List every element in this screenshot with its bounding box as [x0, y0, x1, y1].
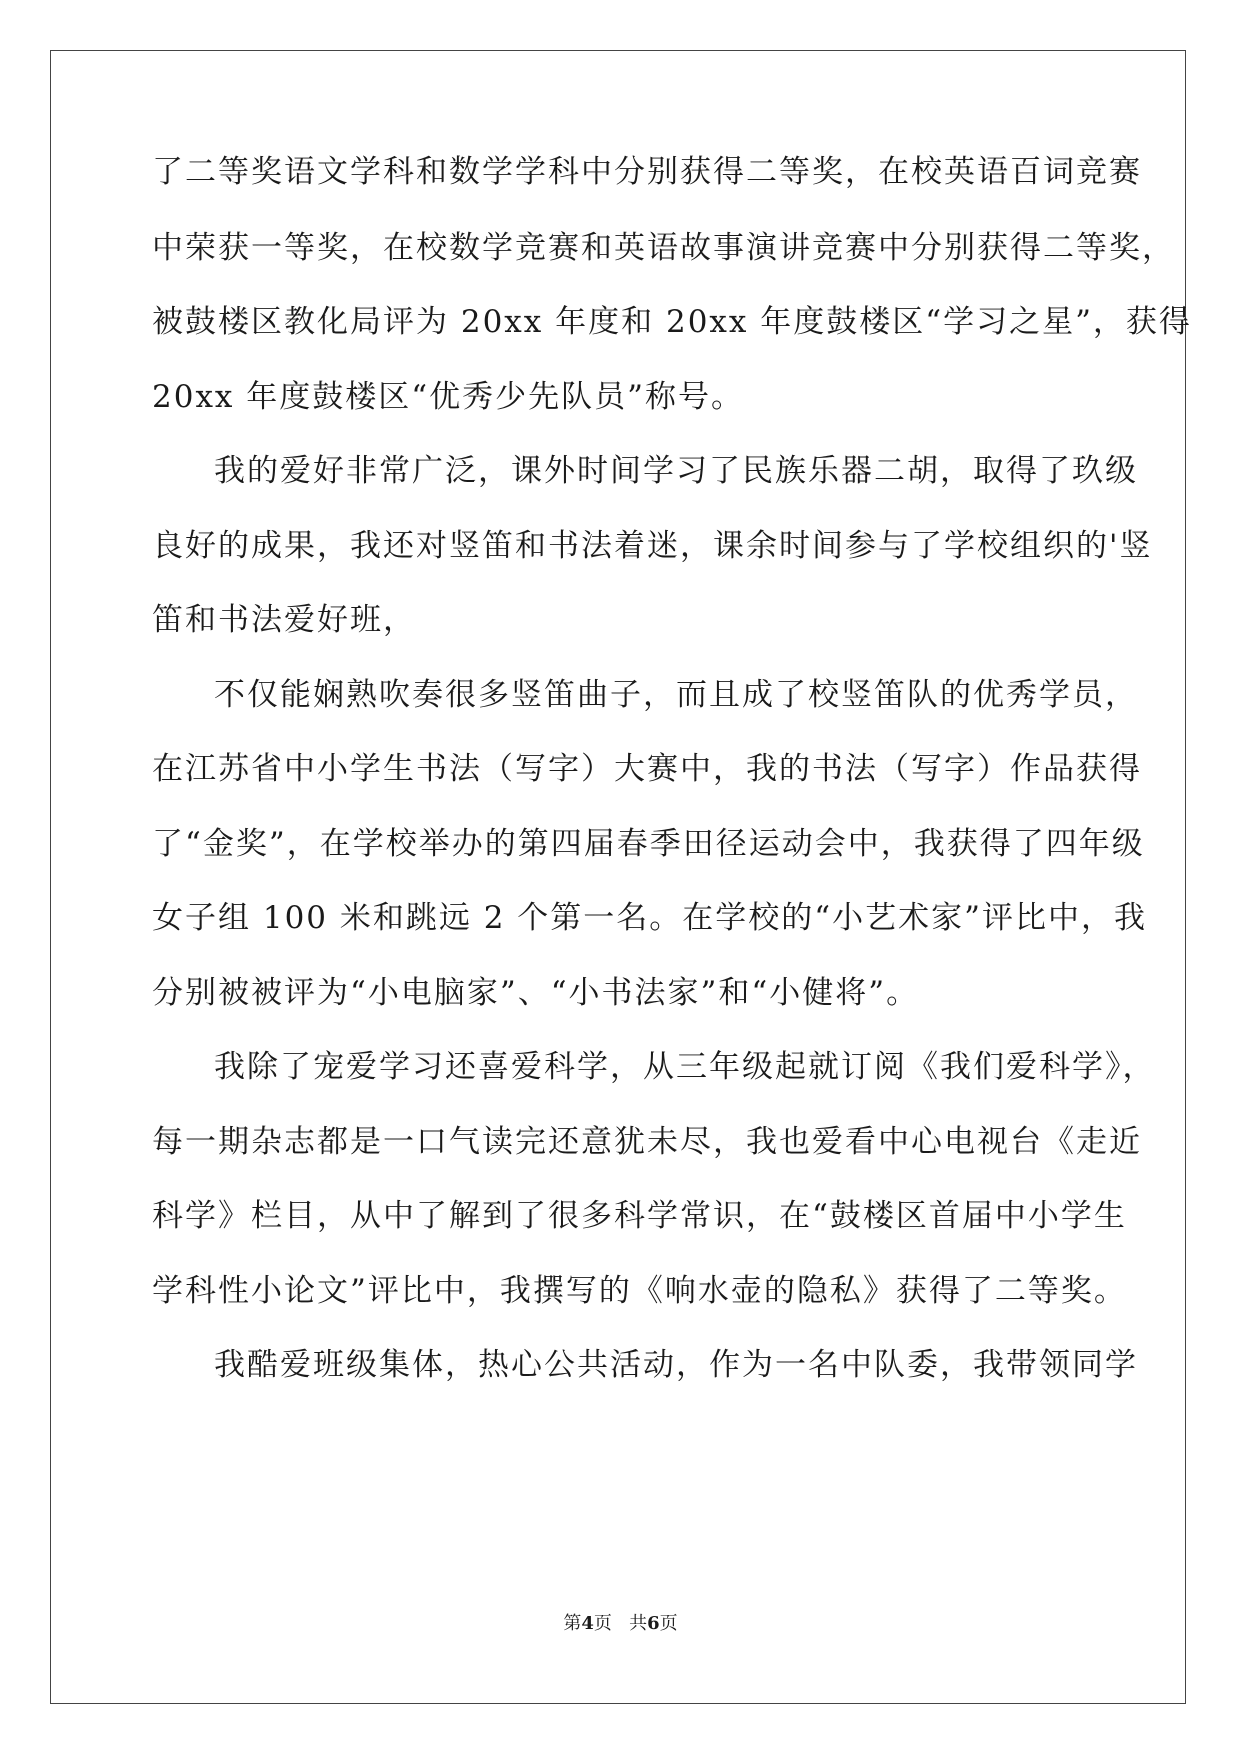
text-line: 中荣获一等奖，在校数学竞赛和英语故事演讲竞赛中分别获得二等奖， [152, 230, 1175, 266]
text-line: 在江苏省中小学生书法（写字）大赛中，我的书法（写字）作品获得 [152, 751, 1142, 787]
text-line: 学科性小论文”评比中，我撰写的《响水壶的隐私》获得了二等奖。 [152, 1273, 1127, 1309]
text-line: 20xx 年度鼓楼区“优秀少先队员”称号。 [152, 379, 744, 415]
text-line: 科学》栏目，从中了解到了很多科学常识，在“鼓楼区首届中小学生 [152, 1198, 1127, 1234]
total-page-count: 6 [647, 1613, 660, 1634]
text-line: 每一期杂志都是一口气读完还意犹未尽，我也爱看中心电视台《走近 [152, 1124, 1142, 1160]
page-border [50, 50, 1186, 1704]
total-prefix: 共 [629, 1613, 648, 1634]
total-suffix: 页 [659, 1613, 678, 1634]
page-prefix: 第 [563, 1613, 582, 1634]
text-line: 了二等奖语文学科和数学学科中分别获得二等奖，在校英语百词竞赛 [152, 154, 1142, 190]
text-line: 了“金奖”，在学校举办的第四届春季田径运动会中，我获得了四年级 [152, 826, 1145, 862]
text-line: 良好的成果，我还对竖笛和书法着迷，课余时间参与了学校组织的'竖 [152, 528, 1153, 564]
text-line: 笛和书法爱好班， [152, 602, 416, 638]
page-suffix: 页 [593, 1613, 612, 1634]
paragraph-first-line: 我除了宠爱学习还喜爱科学，从三年级起就订阅《我们爱科学》， [214, 1049, 1156, 1085]
text-line: 分别被被评为“小电脑家”、“小书法家”和“小健将”。 [152, 975, 920, 1011]
page-footer [0, 1612, 1241, 1636]
text-line: 女子组 100 米和跳远 2 个第一名。在学校的“小艺术家”评比中，我 [152, 900, 1148, 936]
current-page-number: 4 [581, 1613, 594, 1634]
paragraph-first-line: 不仅能娴熟吹奏很多竖笛曲子，而且成了校竖笛队的优秀学员， [214, 677, 1138, 713]
paragraph-first-line: 我酷爱班级集体，热心公共活动，作为一名中队委，我带领同学 [214, 1347, 1138, 1383]
text-line: 被鼓楼区教化局评为 20xx 年度和 20xx 年度鼓楼区“学习之星”，获得 [152, 304, 1192, 340]
paragraph-first-line: 我的爱好非常广泛，课外时间学习了民族乐器二胡，取得了玖级 [214, 453, 1138, 489]
